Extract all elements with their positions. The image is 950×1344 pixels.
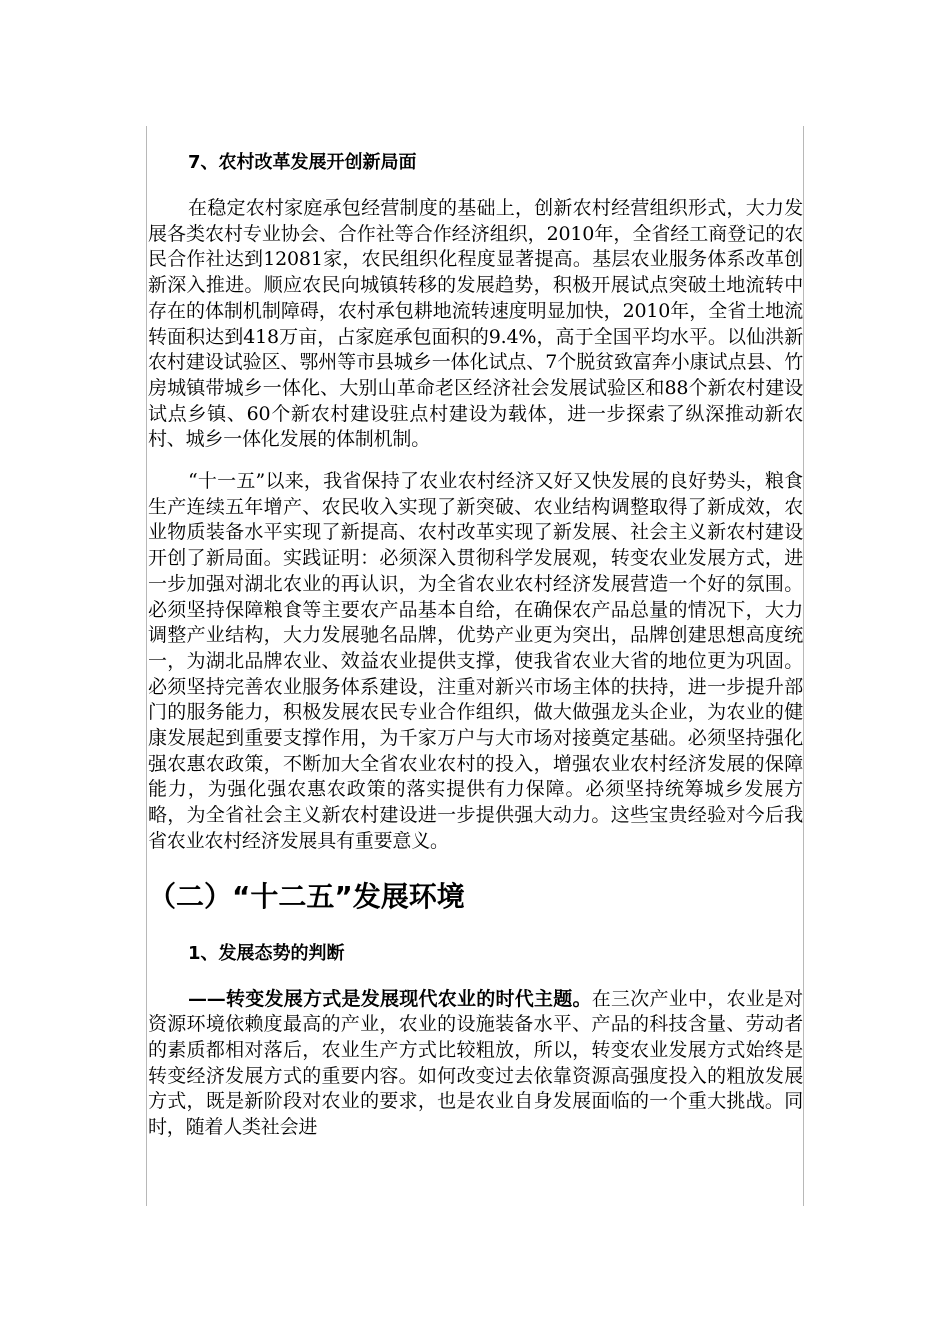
section-heading-twelfth-five-year-environment: （二）“十二五”发展环境 <box>148 879 465 913</box>
paragraph-eleventh-five-year-summary: “十一五”以来，我省保持了农业农村经济又好又快发展的良好势头，粮食生产连续五年增产、农民收入实现了新突破、农业结构调整取得了新成效，农业物质装备水平实现了新提高、农村改革实现了新发展、社会主义新农村建设开创了新局面。实践证明：必须深入贯彻科学发展观，转变农业发展方式，进一步加强对湖北农业的再认识，为全省农业农村经济发展营造一个好的氛围。必须坚持保障粮食等主要农产品基本自给，在确保农产品总量的情况下，大力调整产业结构，大力发展驰名品牌，优势产业更为突出，品牌创建思想高度统一，为湖北品牌农业、效益农业提供支撑，使我省农业大省的地位更为巩固。必须坚持完善农业服务体系建设，注重对新兴市场主体的扶持，进一步提升部门的服务能力，积极发展农民专业合作组织，做大做强龙头企业，为农业的健康发展起到重要支撑作用，为千家万户与大市场对接奠定基础。必须坚持强化强农惠农政策，不断加大全省农业农村的投入，增强农业农村经济发展的保障能力，为强化强农惠农政策的落实提供有力保障。必须坚持统筹城乡发展方略，为全省社会主义新农村建设进一步提供强大动力。这些宝贵经验对今后我省农业农村经济发展具有重要意义。 <box>148 470 803 852</box>
paragraph-body-text: 在三次产业中，农业是对资源环境依赖度最高的产业，农业的设施装备水平、产品的科技含量、劳动者的素质都相对落后，农业生产方式比较粗放，所以，转变农业发展方式始终是转变经济发展方式的重要内容。如何改变过去依靠资源高强度投入的粗放发展方式，既是新阶段对农业的要求，也是农业自身发展面临的一个重大挑战。同时，随着人类社会进 <box>148 987 803 1139</box>
subheading-rural-reform: 7、农村改革发展开创新局面 <box>188 152 417 173</box>
subheading-trend-judgement: 1、发展态势的判断 <box>188 942 345 964</box>
paragraph-development-mode <box>148 987 803 1141</box>
document-body <box>148 150 803 1206</box>
paragraph-rural-reform: 在稳定农村家庭承包经营制度的基础上，创新农村经营组织形式，大力发展各类农村专业协会、合作社等合作经济组织，2010年，全省经工商登记的农民合作社达到12081家，农民组织化程度显著提高。基层农业服务体系改革创新深入推进。顺应农民向城镇转移的发展趋势，积极开展试点突破土地流转中存在的体制机制障碍，农村承包耕地流转速度明显加快，2010年，全省土地流转面积达到418万亩，占家庭承包面积的9.4%，高于全国平均水平。以仙洪新农村建设试验区、鄂州等市县城乡一体化试点、7个脱贫致富奔小康试点县、竹房城镇带城乡一体化、大别山革命老区经济社会发展试验区和88个新农村建设试点乡镇、60个新农村建设驻点村建设为载体，进一步探索了纵深推动新农村、城乡一体化发展的体制机制。 <box>148 197 803 451</box>
paragraph-lead-sentence: ——转变发展方式是发展现代农业的时代主题。 <box>188 987 592 1010</box>
